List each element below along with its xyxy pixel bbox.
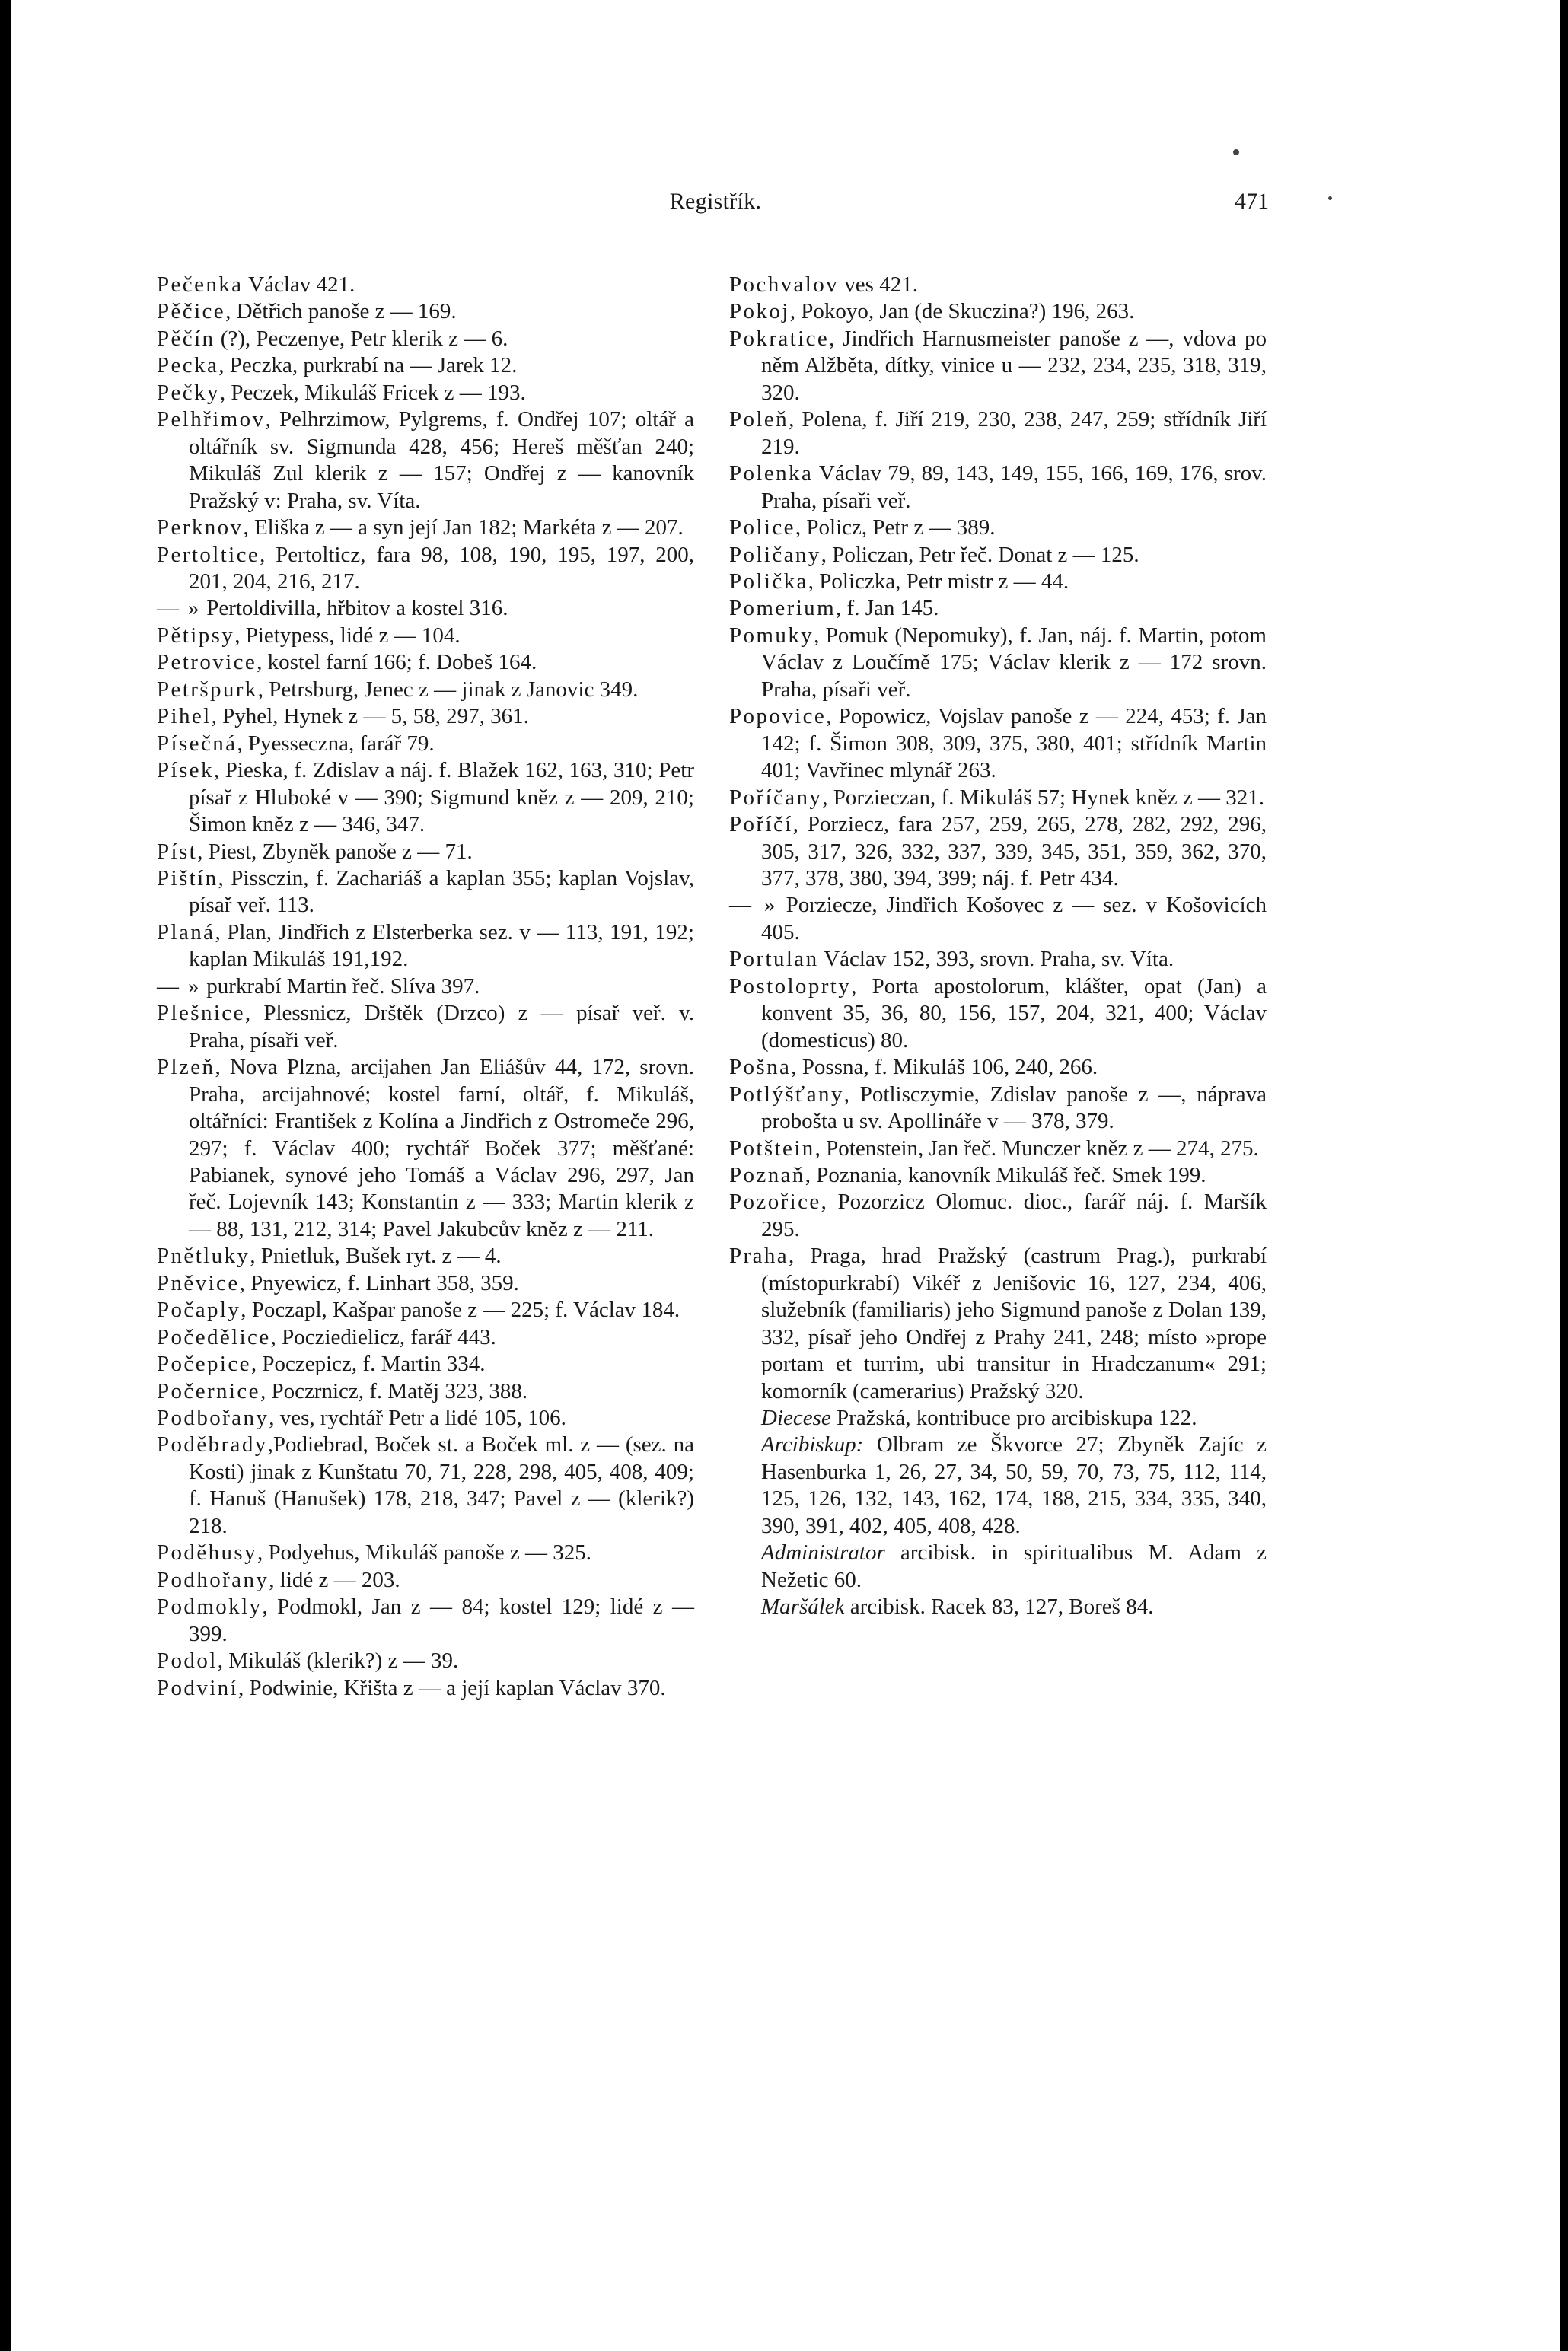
- index-entry: [729, 1405, 1267, 1432]
- index-entry: [729, 1136, 1267, 1162]
- entry-text: , Poczapl, Kašpar panoše z — 225; f. Václav 184.: [241, 1298, 680, 1323]
- entry-text: , Polena, f. Jiří 219, 230, 238, 247, 259; střídník Jiří 219.: [761, 407, 1267, 459]
- entry-headword: Poznaň: [729, 1162, 805, 1187]
- entry-headword: Pokoj: [729, 299, 790, 324]
- index-entry: [729, 1054, 1267, 1081]
- index-entry: [729, 460, 1267, 514]
- entry-headword: Petrovice: [157, 650, 257, 675]
- entry-text: purkrabí Martin řeč. Slíva 397.: [200, 973, 480, 999]
- index-entry: [729, 892, 1267, 946]
- entry-headword: Poříčí: [729, 812, 793, 837]
- entry-text: , Pnyewicz, f. Linhart 358, 359.: [239, 1270, 519, 1295]
- entry-headword: Pněvice: [157, 1270, 240, 1295]
- index-entry: [157, 272, 694, 298]
- index-entry: [157, 1324, 694, 1351]
- entry-headword: Perknov: [157, 515, 244, 540]
- entry-text: , Porzieczan, f. Mikuláš 57; Hynek kněz z — 321.: [822, 785, 1264, 810]
- entry-text: , Porziecz, fara 257, 259, 265, 278, 282, 292, 296, 305, 317, 326, 332, 337, 339, 345, 351, 359, 362, 370, 377, 378, 380, 394, 399; náj. f. Petr 434.: [761, 812, 1267, 890]
- entry-text: , f. Jan 145.: [836, 596, 939, 621]
- entry-text: , lidé z — 203.: [269, 1567, 400, 1592]
- entry-text: , Pelhrzimow, Pylgrems, f. Ondřej 107; oltář a oltářník sv. Sigmunda 428, 456; Hereš měšťan 240; Mikuláš Zul klerik z — 157; Ondřej z — kanovník Pražský v: Praha, sv. Víta.: [189, 407, 694, 513]
- index-entry: [729, 514, 1267, 541]
- entry-headword: Poděbrady: [157, 1432, 268, 1457]
- entry-text: Václav 421.: [243, 272, 355, 297]
- index-entry: [157, 1594, 694, 1648]
- entry-headword: Pětipsy: [157, 623, 235, 648]
- entry-headword: Pištín: [157, 865, 218, 890]
- entry-text: , Poczepicz, f. Martin 334.: [250, 1352, 486, 1377]
- entry-headword: — »: [729, 893, 777, 918]
- entry-text: , Pieska, f. Zdislav a náj. f. Blažek 162, 163, 310; Petr písař z Hluboké v — 390; Sigmund kněz z — 209, 210; Šimon kněz z — 346, 347.: [189, 758, 694, 837]
- index-entry: [729, 569, 1267, 595]
- entry-text: , Porta apostolorum, klášter, opat (Jan) a konvent 35, 36, 80, 156, 157, 204, 321, 400; Václav (domesticus) 80.: [761, 973, 1267, 1053]
- entry-text: , Plessnicz, Drštěk (Drzco) z — písař veř. v. Praha, písaři veř.: [189, 1001, 694, 1053]
- index-entry: [729, 1432, 1267, 1540]
- entry-headword: Pečky: [157, 380, 220, 405]
- index-entry: [729, 1162, 1267, 1189]
- entry-text: Pražská, kontribuce pro arcibiskupa 122.: [830, 1406, 1197, 1431]
- index-entry: [157, 919, 694, 973]
- index-entry: [729, 973, 1267, 1054]
- index-entry: [157, 326, 694, 352]
- entry-headword: — »: [157, 596, 201, 621]
- entry-text: , Potenstein, Jan řeč. Munczer kněz z — 274, 275.: [814, 1136, 1259, 1161]
- entry-text: , Pissczin, f. Zachariáš a kaplan 355; kaplan Vojslav, písař veř. 113.: [189, 865, 694, 918]
- entry-headword: Pěčín: [157, 326, 215, 351]
- index-entry: [729, 811, 1267, 892]
- entry-text: Václav 79, 89, 143, 149, 155, 166, 169, 176, srov. Praha, písaři veř.: [761, 461, 1267, 513]
- index-entry: [157, 1243, 694, 1269]
- entry-text: Porziecze, Jindřich Košovec z — sez. v Košovicích 405.: [761, 893, 1267, 945]
- entry-headword: Poříčany: [729, 785, 823, 810]
- entry-headword: Počedělice: [157, 1324, 271, 1349]
- entry-text: , Pozorzicz Olomuc. dioc., farář náj. f. Maršík 295.: [761, 1190, 1267, 1241]
- entry-headword: Písek: [157, 758, 214, 783]
- entry-headword: Podmokly: [157, 1594, 263, 1620]
- index-entry: [157, 865, 694, 919]
- entry-text: , Nova Plzna, arcijahen Jan Eliášův 44, 172, srovn. Praha, arcijahnové; kostel farní, oltář, f. Mikuláš, oltářníci: František z Kolína a Jindřich z Ostromeče 296, 297; f. Václav 400; rychtář Boček 377; měšťané: Pabianek, synové jeho Tomáš a Václav 296, 297, Jan řeč. Lojevník 143; Konstantin z — 333; Martin klerik z — 88, 131, 212, 314; Pavel Jakubcův kněz z — 211.: [189, 1055, 694, 1241]
- entry-headword: Písečná: [157, 731, 237, 756]
- index-column-left: [157, 272, 694, 1702]
- entry-headword: Pertoltice: [157, 542, 260, 567]
- index-entry: [157, 542, 694, 596]
- page-number: 471: [1235, 189, 1269, 214]
- entry-text: , Popowicz, Vojslav panoše z — 224, 453; f. Jan 142; f. Šimon 308, 309, 375, 380, 401; střídník Martin 401; Vavřinec mlynář 263.: [761, 704, 1267, 783]
- index-entry: [729, 542, 1267, 569]
- entry-text: , Pyhel, Hynek z — 5, 58, 297, 361.: [211, 704, 529, 729]
- entry-text: ,Podiebrad, Boček st. a Boček ml. z — (sez. na Kosti) jinak z Kunštatu 70, 71, 228, 298, 405, 408, 409; f. Hanuš (Hanušek) 178, 218, 347; Pavel z — (klerik?) 218.: [189, 1432, 694, 1538]
- scan-speck: [1328, 196, 1332, 200]
- index-entry: [729, 946, 1267, 973]
- entry-text: , Pomuk (Nepomuky), f. Jan, náj. f. Martin, potom Václav z Loučímě 175; Václav klerik z — 172 srovn. Praha, písaři veř.: [761, 623, 1267, 702]
- entry-headword: Poděhusy: [157, 1540, 257, 1566]
- entry-headword: Podbořany: [157, 1406, 269, 1431]
- entry-headword: Plešnice: [157, 1001, 245, 1026]
- entry-text: , Poznania, kanovník Mikuláš řeč. Smek 199.: [805, 1162, 1206, 1187]
- entry-text: (?), Peczenye, Petr klerik z — 6.: [215, 326, 508, 351]
- index-entry: [729, 272, 1267, 298]
- index-entry: [729, 298, 1267, 325]
- index-entry: [157, 1351, 694, 1378]
- entry-headword: Pelhřimov: [157, 407, 266, 432]
- entry-text: , Policzan, Petr řeč. Donat z — 125.: [821, 542, 1139, 567]
- entry-text: , Peczka, purkrabí na — Jarek 12.: [218, 353, 518, 378]
- entry-headword: Petršpurk: [157, 677, 258, 702]
- entry-text: , Poczrnicz, f. Matěj 323, 388.: [260, 1378, 528, 1403]
- index-entry: [729, 326, 1267, 406]
- entry-headword: Planá: [157, 919, 215, 945]
- entry-headword: Plzeň: [157, 1055, 215, 1080]
- entry-text: , Petrsburg, Jenec z — jinak z Janovic 349.: [257, 677, 639, 702]
- entry-text: , Pokoyo, Jan (de Skuczina?) 196, 263.: [789, 299, 1135, 324]
- entry-headword: Pečenka: [157, 272, 244, 297]
- index-entry: [157, 380, 694, 406]
- entry-headword: Pošna: [729, 1055, 792, 1080]
- entry-headword: Pihel: [157, 704, 212, 729]
- index-entry: [157, 677, 694, 703]
- index-entry: [157, 406, 694, 514]
- entry-text: , Piest, Zbyněk panoše z — 71.: [197, 839, 473, 864]
- entry-headword: Polenka: [729, 461, 814, 486]
- entry-headword: Počaply: [157, 1298, 241, 1323]
- index-entry: [157, 1540, 694, 1566]
- entry-text: , Dětřich panoše z — 169.: [225, 299, 457, 324]
- index-entry: [157, 973, 694, 1000]
- index-entry: [157, 1054, 694, 1243]
- index-entry: [157, 1405, 694, 1432]
- entry-text: , Praga, hrad Pražský (castrum Prag.), purkrabí (místopurkrabí) Vikéř z Jenišovic 16, 127, 234, 406, služebník (familiaris) jeho Sigmund panoše z Dolan 139, 332, písař jeho Ondřej z Prahy 241, 248; místo »prope portam et turrim, ubi transitur in Hradczanum« 291; komorník (camerarius) Pražský 320.: [761, 1244, 1267, 1403]
- entry-text: , kostel farní 166; f. Dobeš 164.: [257, 650, 537, 675]
- entry-headword: Pomuky: [729, 623, 814, 648]
- index-entry: [157, 1567, 694, 1594]
- entry-subheading: Arcibiskup:: [761, 1432, 864, 1457]
- index-entry: [729, 406, 1267, 460]
- index-entry: [157, 1270, 694, 1297]
- entry-headword: Píst: [157, 839, 198, 864]
- entry-headword: Potštein: [729, 1136, 815, 1161]
- entry-headword: — »: [157, 973, 201, 999]
- entry-headword: Poličany: [729, 542, 821, 567]
- entry-text: , Pyesseczna, farář 79.: [237, 731, 435, 756]
- index-entry: [729, 703, 1267, 784]
- index-column-right: [729, 272, 1267, 1621]
- index-entry: [157, 703, 694, 730]
- entry-headword: Pomerium: [729, 596, 837, 621]
- entry-text: , Peczek, Mikuláš Fricek z — 193.: [219, 380, 526, 405]
- index-entry: [157, 1297, 694, 1324]
- entry-headword: Polička: [729, 569, 808, 594]
- scan-edge-left: [0, 0, 11, 2351]
- entry-text: , Podwinie, Křišta z — a její kaplan Václav 370.: [238, 1675, 666, 1700]
- index-entry: [157, 514, 694, 541]
- entry-text: Pertoldivilla, hřbitov a kostel 316.: [200, 596, 508, 621]
- index-entry: [157, 352, 694, 379]
- entry-headword: Police: [729, 515, 795, 540]
- entry-text: arcibisk. in spiritualibus M. Adam z Nežetic 60.: [761, 1540, 1267, 1592]
- index-entry: [157, 731, 694, 757]
- scan-speck: [1233, 149, 1239, 155]
- entry-text: , ves, rychtář Petr a lidé 105, 106.: [269, 1406, 566, 1431]
- entry-text: , Podmokl, Jan z — 84; kostel 129; lidé z — 399.: [189, 1594, 694, 1646]
- entry-headword: Poleň: [729, 407, 789, 432]
- index-entry: [157, 1675, 694, 1702]
- entry-headword: Podhořany: [157, 1567, 269, 1592]
- entry-headword: Potlýšťany: [729, 1082, 844, 1107]
- entry-text: , Pnietluk, Bušek ryt. z — 4.: [250, 1244, 502, 1269]
- entry-headword: Pěčice: [157, 299, 226, 324]
- index-entry: [157, 298, 694, 325]
- index-entry: [729, 1540, 1267, 1594]
- entry-text: Václav 152, 393, srovn. Praha, sv. Víta.: [818, 947, 1174, 972]
- index-entry: [729, 595, 1267, 622]
- entry-text: , Pertolticz, fara 98, 108, 190, 195, 197, 200, 201, 204, 216, 217.: [189, 542, 694, 594]
- entry-headword: Portulan: [729, 947, 819, 972]
- entry-text: , Mikuláš (klerik?) z — 39.: [217, 1649, 459, 1674]
- index-entry: [729, 1189, 1267, 1243]
- entry-headword: Podol: [157, 1649, 218, 1674]
- entry-subheading: Diecese: [761, 1406, 831, 1431]
- index-entry: [729, 1082, 1267, 1136]
- index-entry: [157, 623, 694, 649]
- entry-text: Olbram ze Škvorce 27; Zbyněk Zajíc z Hasenburka 1, 26, 27, 34, 50, 59, 70, 73, 75, 112, 114, 125, 126, 132, 143, 162, 174, 188, 215, 334, 335, 340, 390, 391, 402, 405, 408, 428.: [761, 1432, 1267, 1538]
- entry-text: , Possna, f. Mikuláš 106, 240, 266.: [791, 1055, 1098, 1080]
- entry-headword: Praha: [729, 1244, 789, 1269]
- entry-headword: Počepice: [157, 1352, 251, 1377]
- entry-headword: Postoloprty: [729, 973, 852, 999]
- entry-text: , Potlisczymie, Zdislav panoše z —, náprava probošta u sv. Apollináře v — 378, 379.: [761, 1082, 1267, 1134]
- index-entry: [157, 1648, 694, 1674]
- entry-text: , Podyehus, Mikuláš panoše z — 325.: [257, 1540, 591, 1566]
- entry-text: , Policz, Petr z — 389.: [795, 515, 996, 540]
- index-entry: [729, 785, 1267, 811]
- index-entry: [729, 1594, 1267, 1620]
- entry-text: , Plan, Jindřich z Elsterberka sez. v — 113, 191, 192; kaplan Mikuláš 191,192.: [189, 919, 694, 972]
- entry-headword: Pokratice: [729, 326, 830, 351]
- entry-headword: Pecka: [157, 353, 219, 378]
- entry-text: , Jindřich Harnusmeister panoše z —, vdova po něm Alžběta, dítky, vinice u — 232, 234, 235, 318, 319, 320.: [761, 326, 1267, 405]
- entry-headword: Popovice: [729, 704, 827, 729]
- index-entry: [729, 623, 1267, 703]
- entry-subheading: Maršálek: [761, 1594, 845, 1620]
- index-entry: [157, 1000, 694, 1054]
- index-entry: [157, 649, 694, 676]
- entry-text: , Pietypess, lidé z — 104.: [234, 623, 461, 648]
- entry-text: , Pocziedielicz, farář 443.: [270, 1324, 496, 1349]
- entry-text: ves 421.: [839, 272, 918, 297]
- entry-text: arcibisk. Racek 83, 127, Boreš 84.: [844, 1594, 1154, 1620]
- index-entry: [729, 1243, 1267, 1405]
- entry-headword: Počernice: [157, 1378, 260, 1403]
- entry-headword: Pnětluky: [157, 1244, 250, 1269]
- index-entry: [157, 1432, 694, 1540]
- index-entry: [157, 595, 694, 622]
- entry-headword: Pochvalov: [729, 272, 840, 297]
- entry-headword: Pozořice: [729, 1190, 821, 1215]
- scan-edge-right: [1560, 0, 1568, 2351]
- entry-subheading: Administrator: [761, 1540, 885, 1566]
- entry-text: , Policzka, Petr mistr z — 44.: [808, 569, 1069, 594]
- index-entry: [157, 757, 694, 838]
- index-entry: [157, 839, 694, 865]
- entry-headword: Podviní: [157, 1675, 239, 1700]
- running-header-title: Registřík.: [669, 189, 762, 214]
- entry-text: , Eliška z — a syn její Jan 182; Markéta z — 207.: [243, 515, 684, 540]
- index-entry: [157, 1378, 694, 1405]
